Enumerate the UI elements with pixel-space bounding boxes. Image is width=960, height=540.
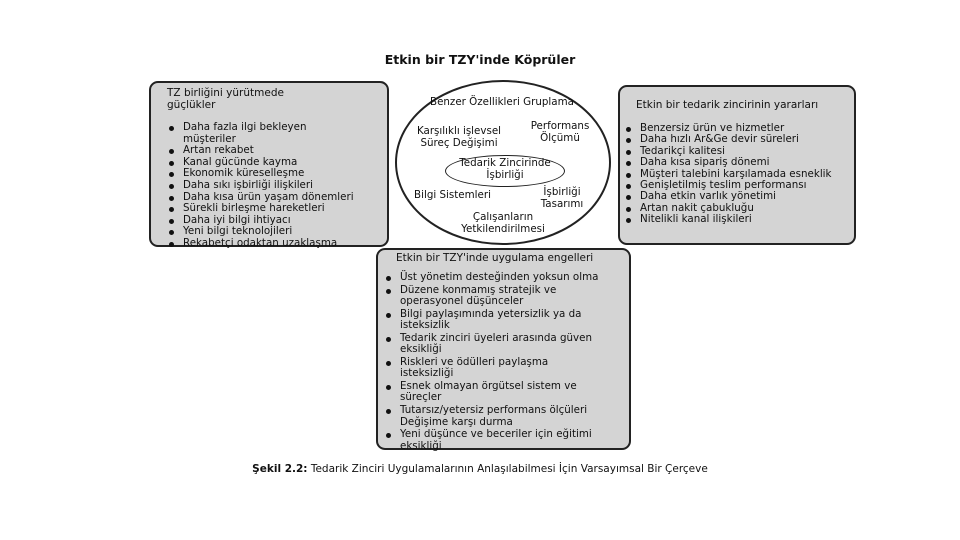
bridge-design: İşbirliği Tasarımı [540, 186, 584, 210]
list-item: Rekabetçi odaktan uzaklaşma [167, 238, 381, 250]
challenges-heading: TZ birliğini yürütmede güçlükler [167, 87, 284, 111]
bridge-grouping: Benzer Özellikleri Gruplama [430, 96, 574, 108]
list-item: Esnek olmayan örgütsel sistem ve süreçler [384, 381, 615, 404]
bridge-performance: Performans Ölçümü [530, 120, 590, 144]
list-item: Artan nakit çabukluğu [624, 203, 848, 214]
bullet-icon [626, 138, 631, 143]
list-item: Yeni bilgi teknolojileri [167, 226, 381, 238]
bridge-process-change: Karşılıklı işlevsel Süreç Değişimi [416, 125, 502, 149]
bullet-icon [169, 219, 174, 224]
figure-caption: Şekil 2.2: Tedarik Zinciri Uygulamalarının Anlaşılabilmesi İçin Varsayımsal Bir Çerçeve [252, 463, 708, 475]
list-item: Yeni düşünce ve beceriler için eğitimi eksikliği [384, 429, 635, 452]
bullet-icon [169, 207, 174, 212]
bullet-icon [169, 161, 174, 166]
challenges-box [149, 81, 389, 247]
list-item: Artan rekabet [167, 145, 381, 157]
bullet-icon [386, 337, 391, 342]
bullet-icon [169, 149, 174, 154]
bullet-icon [169, 230, 174, 235]
bullet-icon [386, 361, 391, 366]
list-item: Müşteri talebini karşılamada esneklik [624, 169, 848, 180]
list-item: Daha etkin varlık yönetimi [624, 191, 848, 202]
bullet-icon [626, 184, 631, 189]
list-item: Daha hızlı Ar&Ge devir süreleri [624, 134, 848, 145]
list-item: Tedarikçi kalitesi [624, 146, 848, 157]
barriers-list [384, 272, 625, 452]
list-item: Tedarik zinciri üyeleri arasında güven eksikliği [384, 333, 625, 356]
list-item: Daha kısa ürün yaşam dönemleri [167, 192, 381, 204]
bullet-icon [386, 433, 391, 438]
challenges-list [167, 122, 381, 250]
bullet-icon [386, 276, 391, 281]
bullet-icon [169, 184, 174, 189]
figure-title: Etkin bir TZY'inde Köprüler [384, 52, 576, 67]
bullet-icon [169, 242, 174, 247]
list-item: Daha sıkı işbirliği ilişkileri [167, 180, 381, 192]
bullet-icon [626, 173, 631, 178]
benefits-list [624, 123, 848, 226]
list-item: Sürekli birleşme hareketleri [167, 203, 381, 215]
list-item: Benzersiz ürün ve hizmetler [624, 123, 848, 134]
list-item: Nitelikli kanal ilişkileri [624, 214, 848, 225]
list-item: Kanal gücünde kayma [167, 157, 381, 169]
benefits-box [618, 85, 856, 245]
list-item: Daha fazla ilgi bekleyen müşteriler [167, 122, 333, 145]
list-item: Riskleri ve ödülleri paylaşma isteksizliği [384, 357, 580, 380]
list-item: Düzene konmamış stratejik ve operasyonel düşünceler [384, 285, 600, 308]
bridge-empowerment: Çalışanların Yetkilendirilmesi [461, 211, 545, 235]
list-item: Daha iyi bilgi ihtiyacı [167, 215, 381, 227]
bridge-info-systems: Bilgi Sistemleri [414, 189, 491, 201]
list-item: Üst yönetim desteğinden yoksun olma [384, 272, 625, 283]
bullet-icon [386, 409, 391, 414]
bullet-icon [626, 207, 631, 212]
bullet-icon [386, 313, 391, 318]
list-item: Genişletilmiş teslim performansı [624, 180, 848, 191]
barriers-heading: Etkin bir TZY'inde uygulama engelleri [396, 252, 594, 264]
bullet-icon [169, 172, 174, 177]
bullet-icon [386, 385, 391, 390]
bullet-icon [626, 161, 631, 166]
list-item: Ekonomik küreselleşme [167, 168, 381, 180]
list-item: Bilgi paylaşımında yetersizlik ya da isteksizlik [384, 309, 615, 332]
bullet-icon [626, 195, 631, 200]
list-item: Daha kısa sipariş dönemi [624, 157, 848, 168]
barriers-box [376, 248, 631, 450]
bullet-icon [386, 289, 391, 294]
core-label: Tedarik Zincirinde İşbirliği [459, 157, 551, 181]
bullet-icon [169, 126, 174, 131]
bullet-icon [626, 150, 631, 155]
benefits-heading: Etkin bir tedarik zincirinin yararları [636, 99, 819, 111]
bullet-icon [626, 127, 631, 132]
bullet-icon [169, 196, 174, 201]
list-item: Tutarsız/yetersiz performans ölçüleri Değişime karşı durma [384, 405, 635, 428]
bullet-icon [626, 218, 631, 223]
